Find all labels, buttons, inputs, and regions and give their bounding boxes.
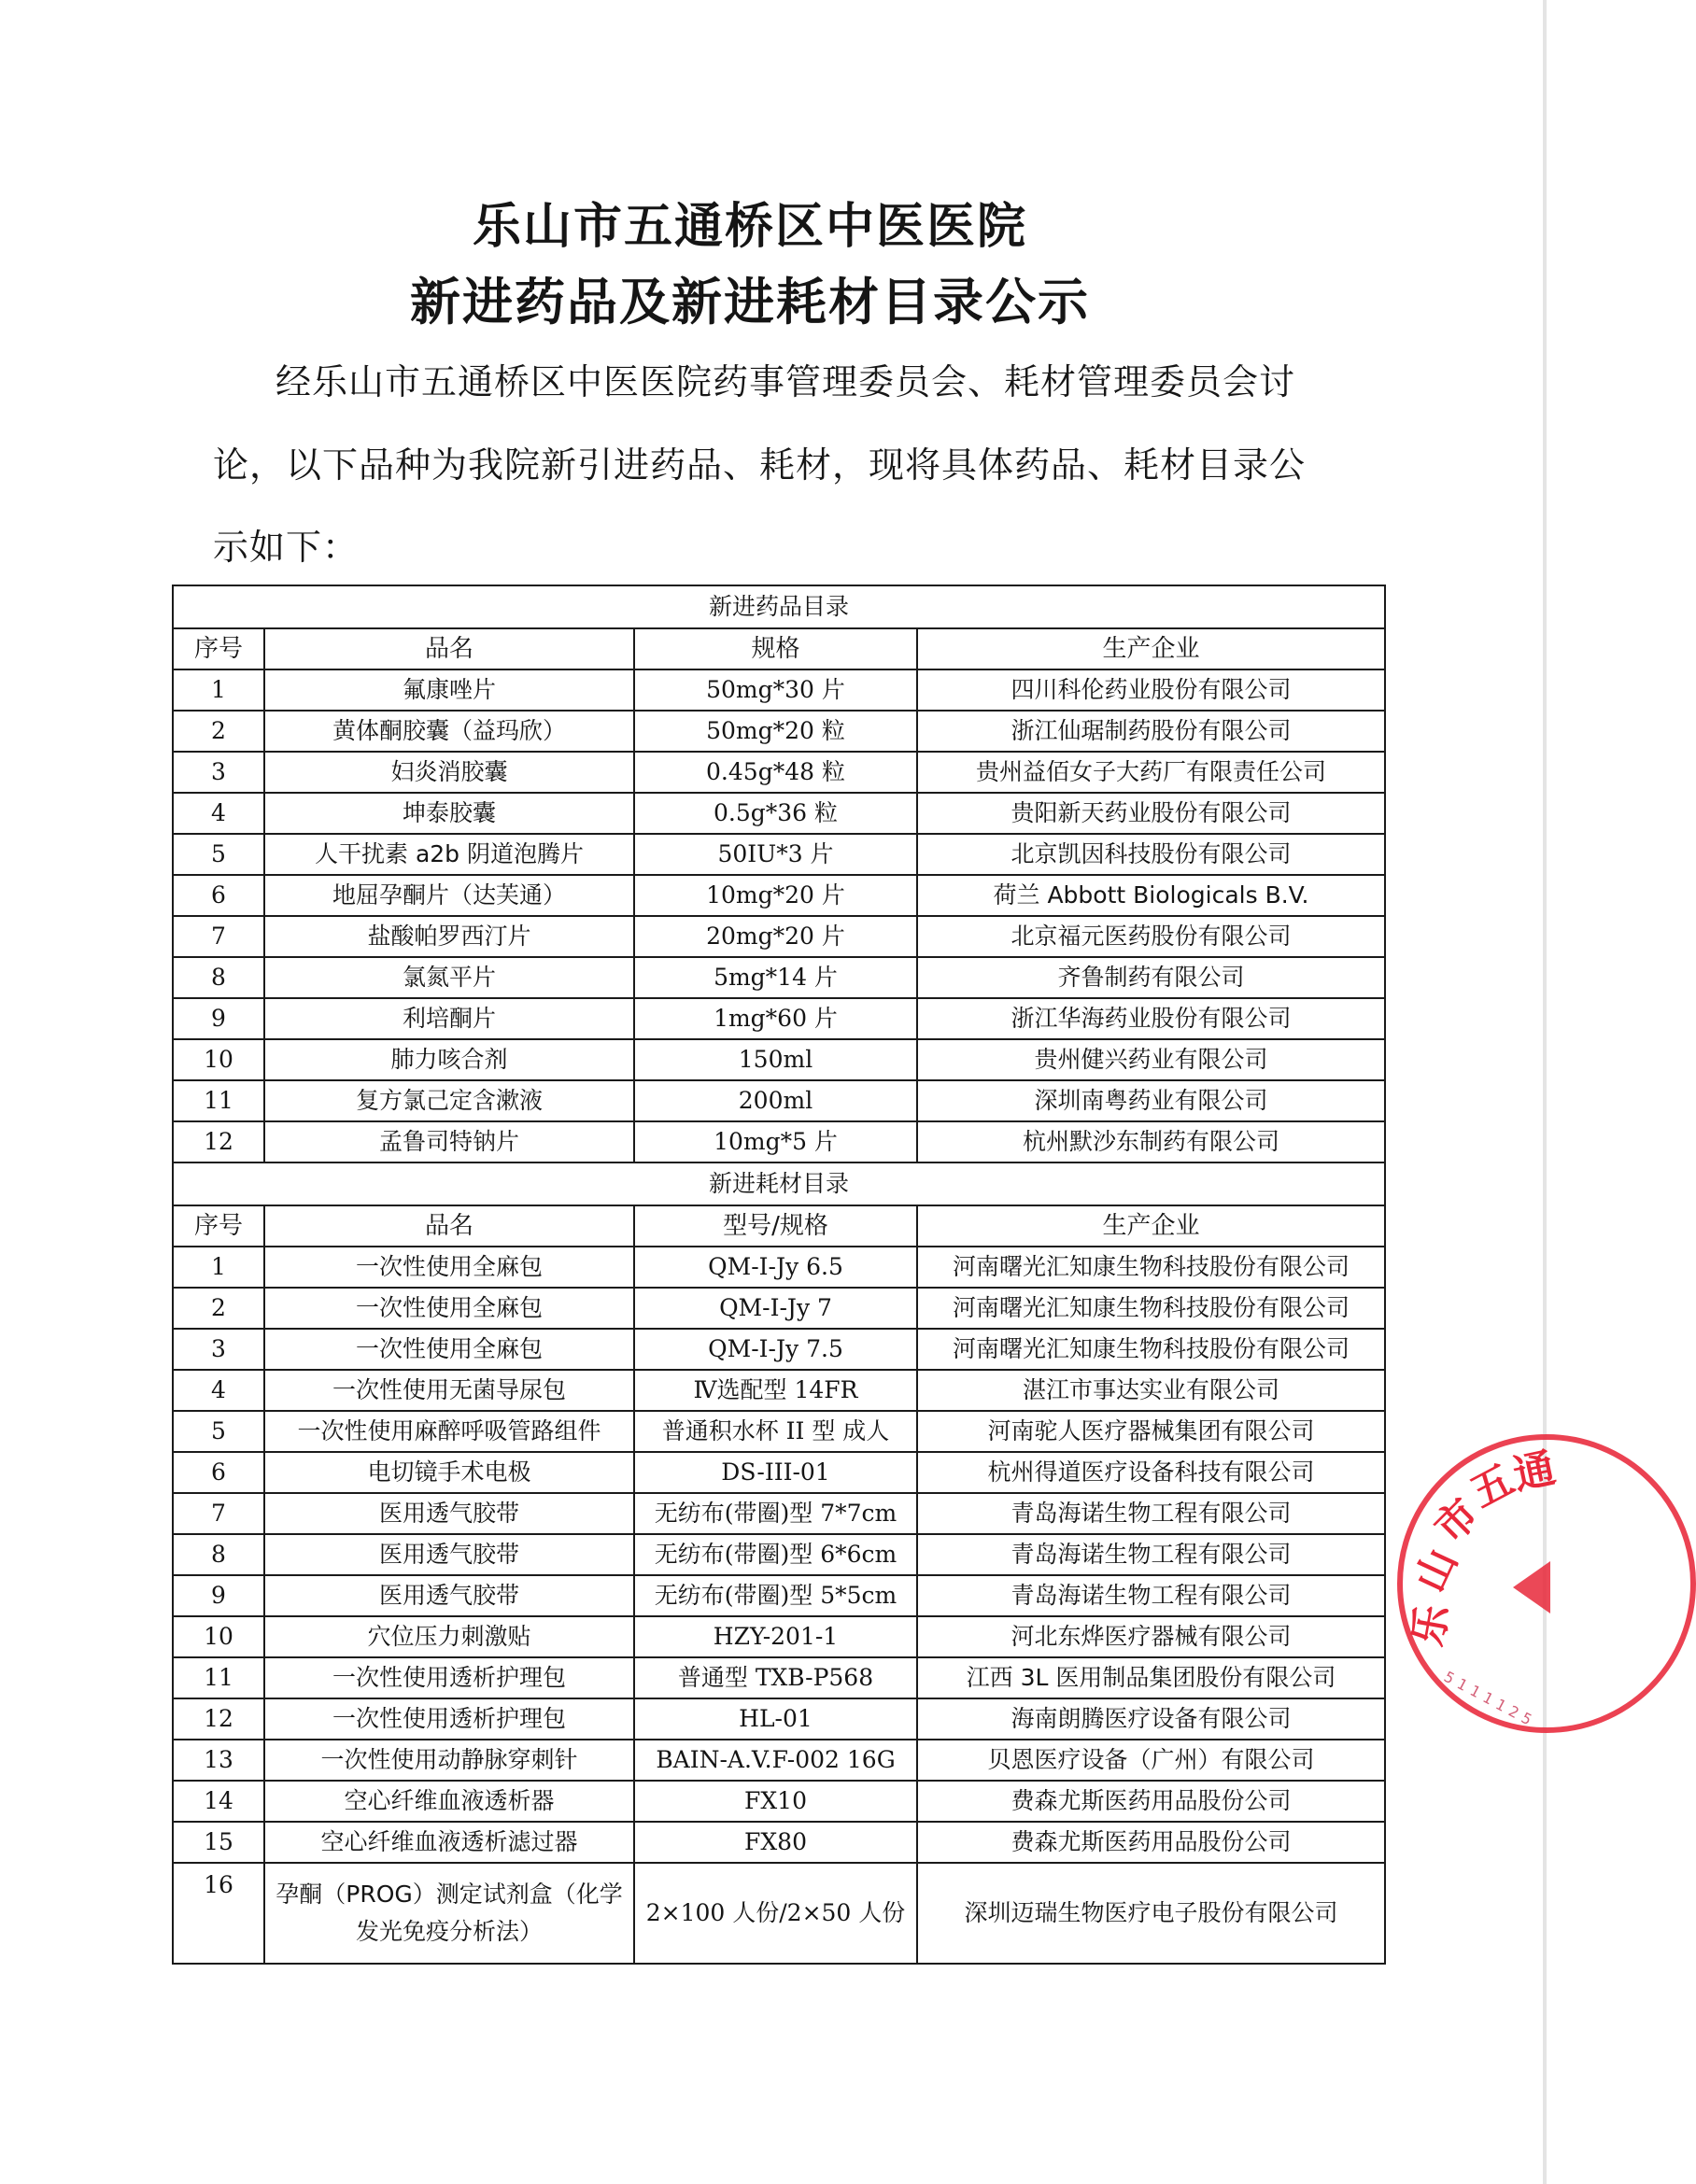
row-seq: 10 [173, 1616, 264, 1657]
row-name: 孟鲁司特钠片 [264, 1121, 634, 1162]
drug-section-title-row [173, 585, 1385, 628]
row-seq: 8 [173, 1534, 264, 1575]
row-manufacturer: 深圳迈瑞生物医疗电子股份有限公司 [917, 1863, 1385, 1964]
row-seq: 8 [173, 957, 264, 998]
seal-char: 五 [1463, 1456, 1522, 1517]
intro-line: 论，以下品种为我院新引进药品、耗材，现将具体药品、耗材目录公 [213, 444, 1307, 486]
row-name: 一次性使用透析护理包 [264, 1698, 634, 1740]
row-name: 人干扰素 a2b 阴道泡腾片 [264, 834, 634, 875]
drug-row [173, 1039, 1385, 1080]
drug-row [173, 711, 1385, 752]
drug-column-header-row [173, 628, 1385, 669]
row-spec: 2×100 人份/2×50 人份 [634, 1863, 917, 1964]
material-column-header-row [173, 1205, 1385, 1247]
row-seq: 5 [173, 1411, 264, 1452]
material-row [173, 1329, 1385, 1370]
material-row [173, 1657, 1385, 1698]
intro-line: 示如下： [213, 527, 360, 568]
row-seq: 11 [173, 1657, 264, 1698]
row-name: 一次性使用麻醉呼吸管路组件 [264, 1411, 634, 1452]
seal-char: 市 [1425, 1489, 1489, 1553]
row-manufacturer: 费森尤斯医药用品股份公司 [917, 1781, 1385, 1822]
row-spec: 0.5g*36 粒 [634, 793, 917, 834]
row-name: 地屈孕酮片（达芙通） [264, 875, 634, 916]
material-row [173, 1863, 1385, 1964]
material-row [173, 1616, 1385, 1657]
seal-char: 乐 [1404, 1600, 1459, 1650]
drug-section-title: 新进药品目录 [173, 585, 1385, 628]
catalog-table-body [173, 585, 1385, 1964]
material-row [173, 1370, 1385, 1411]
row-manufacturer: 浙江华海药业股份有限公司 [917, 998, 1385, 1039]
row-manufacturer: 贝恩医疗设备（广州）有限公司 [917, 1740, 1385, 1781]
material-section-title-row [173, 1162, 1385, 1205]
material-row [173, 1698, 1385, 1740]
row-spec: 无纺布(带圈)型 7*7cm [634, 1493, 917, 1534]
row-seq: 7 [173, 916, 264, 957]
row-spec: 20mg*20 片 [634, 916, 917, 957]
row-name: 医用透气胶带 [264, 1534, 634, 1575]
row-manufacturer: 贵州健兴药业有限公司 [917, 1039, 1385, 1080]
row-spec: 50IU*3 片 [634, 834, 917, 875]
row-spec: BAIN-A.V.F-002 16G [634, 1740, 917, 1781]
row-seq: 9 [173, 1575, 264, 1616]
column-header-seq: 序号 [173, 1205, 264, 1247]
row-name: 一次性使用全麻包 [264, 1247, 634, 1288]
row-seq: 15 [173, 1822, 264, 1863]
row-name: 氟康唑片 [264, 669, 634, 711]
row-seq: 13 [173, 1740, 264, 1781]
row-name: 氯氮平片 [264, 957, 634, 998]
row-seq: 1 [173, 669, 264, 711]
material-row [173, 1247, 1385, 1288]
row-spec: QM-Ⅰ-Jy 7.5 [634, 1329, 917, 1370]
row-manufacturer: 北京凯因科技股份有限公司 [917, 834, 1385, 875]
seal-code: 5111125 [1441, 1668, 1540, 1732]
row-manufacturer: 青岛海诺生物工程有限公司 [917, 1534, 1385, 1575]
column-header-manufacturer: 生产企业 [917, 628, 1385, 669]
material-row [173, 1411, 1385, 1452]
page-edge [1543, 0, 1547, 2184]
row-spec: 50mg*20 粒 [634, 711, 917, 752]
material-row [173, 1575, 1385, 1616]
row-manufacturer: 河南曙光汇知康生物科技股份有限公司 [917, 1288, 1385, 1329]
row-seq: 4 [173, 793, 264, 834]
material-row [173, 1288, 1385, 1329]
row-manufacturer: 贵阳新天药业股份有限公司 [917, 793, 1385, 834]
material-row [173, 1493, 1385, 1534]
row-manufacturer: 北京福元医药股份有限公司 [917, 916, 1385, 957]
row-manufacturer: 四川科伦药业股份有限公司 [917, 669, 1385, 711]
row-name: 盐酸帕罗西汀片 [264, 916, 634, 957]
row-spec: 普通积水杯 II 型 成人 [634, 1411, 917, 1452]
row-manufacturer: 湛江市事达实业有限公司 [917, 1370, 1385, 1411]
column-header-name: 品名 [264, 1205, 634, 1247]
row-manufacturer: 杭州得道医疗设备科技有限公司 [917, 1452, 1385, 1493]
row-spec: 普通型 TXB-P568 [634, 1657, 917, 1698]
drug-row [173, 998, 1385, 1039]
seal-char: 通 [1509, 1444, 1560, 1500]
row-manufacturer: 河南驼人医疗器械集团有限公司 [917, 1411, 1385, 1452]
document-title-line1: 乐山市五通桥区中医医院 [472, 199, 1027, 255]
row-name: 一次性使用无菌导尿包 [264, 1370, 634, 1411]
row-name: 肺力咳合剂 [264, 1039, 634, 1080]
row-manufacturer: 海南朗腾医疗设备有限公司 [917, 1698, 1385, 1740]
row-name: 一次性使用全麻包 [264, 1288, 634, 1329]
material-row [173, 1822, 1385, 1863]
row-seq: 12 [173, 1121, 264, 1162]
row-seq: 10 [173, 1039, 264, 1080]
row-name: 医用透气胶带 [264, 1575, 634, 1616]
row-spec: 1mg*60 片 [634, 998, 917, 1039]
row-seq: 2 [173, 711, 264, 752]
row-spec: 无纺布(带圈)型 5*5cm [634, 1575, 917, 1616]
catalog-table [172, 585, 1386, 1965]
row-seq: 5 [173, 834, 264, 875]
row-name: 空心纤维血液透析滤过器 [264, 1822, 634, 1863]
row-manufacturer: 荷兰 Abbott Biologicals B.V. [917, 875, 1385, 916]
row-seq: 4 [173, 1370, 264, 1411]
row-spec: DS-III-01 [634, 1452, 917, 1493]
row-name: 妇炎消胶囊 [264, 752, 634, 793]
column-header-manufacturer: 生产企业 [917, 1205, 1385, 1247]
intro-line: 经乐山市五通桥区中医医院药事管理委员会、耗材管理委员会讨 [276, 361, 1296, 402]
row-manufacturer: 河南曙光汇知康生物科技股份有限公司 [917, 1247, 1385, 1288]
row-spec: 200ml [634, 1080, 917, 1121]
row-seq: 16 [173, 1863, 264, 1964]
row-seq: 2 [173, 1288, 264, 1329]
row-manufacturer: 齐鲁制药有限公司 [917, 957, 1385, 998]
row-manufacturer: 费森尤斯医药用品股份公司 [917, 1822, 1385, 1863]
row-name: 电切镜手术电极 [264, 1452, 634, 1493]
row-manufacturer: 河北东烨医疗器械有限公司 [917, 1616, 1385, 1657]
row-manufacturer: 青岛海诺生物工程有限公司 [917, 1493, 1385, 1534]
drug-row [173, 1080, 1385, 1121]
row-spec: 10mg*20 片 [634, 875, 917, 916]
drug-row [173, 752, 1385, 793]
material-section-title: 新进耗材目录 [173, 1162, 1385, 1205]
row-spec: 150ml [634, 1039, 917, 1080]
row-name: 孕酮（PROG）测定试剂盒（化学发光免疫分析法） [264, 1863, 634, 1964]
row-name: 坤泰胶囊 [264, 793, 634, 834]
row-seq: 3 [173, 1329, 264, 1370]
row-name: 穴位压力刺激贴 [264, 1616, 634, 1657]
row-spec: 5mg*14 片 [634, 957, 917, 998]
row-manufacturer: 杭州默沙东制药有限公司 [917, 1121, 1385, 1162]
row-spec: FX10 [634, 1781, 917, 1822]
drug-row [173, 793, 1385, 834]
column-header-seq: 序号 [173, 628, 264, 669]
row-spec: 0.45g*48 粒 [634, 752, 917, 793]
row-spec: 10mg*5 片 [634, 1121, 917, 1162]
column-header-spec: 规格 [634, 628, 917, 669]
row-spec: HL-01 [634, 1698, 917, 1740]
document-title-line2: 新进药品及新进耗材目录公示 [410, 273, 1090, 331]
row-seq: 6 [173, 875, 264, 916]
row-seq: 6 [173, 1452, 264, 1493]
row-spec: QM-Ⅰ-Jy 6.5 [634, 1247, 917, 1288]
row-spec: HZY-201-1 [634, 1616, 917, 1657]
drug-row [173, 916, 1385, 957]
row-seq: 12 [173, 1698, 264, 1740]
row-manufacturer: 深圳南粤药业有限公司 [917, 1080, 1385, 1121]
row-spec: QM-Ⅰ-Jy 7 [634, 1288, 917, 1329]
row-name: 一次性使用透析护理包 [264, 1657, 634, 1698]
row-spec: FX80 [634, 1822, 917, 1863]
row-manufacturer: 河南曙光汇知康生物科技股份有限公司 [917, 1329, 1385, 1370]
row-spec: 50mg*30 片 [634, 669, 917, 711]
row-manufacturer: 贵州益佰女子大药厂有限责任公司 [917, 752, 1385, 793]
drug-row [173, 957, 1385, 998]
row-name: 复方氯己定含漱液 [264, 1080, 634, 1121]
row-seq: 9 [173, 998, 264, 1039]
row-name: 黄体酮胶囊（益玛欣） [264, 711, 634, 752]
row-manufacturer: 浙江仙琚制药股份有限公司 [917, 711, 1385, 752]
seal-star-icon [1513, 1561, 1550, 1613]
material-row [173, 1452, 1385, 1493]
row-seq: 14 [173, 1781, 264, 1822]
column-header-name: 品名 [264, 628, 634, 669]
row-spec: Ⅳ选配型 14FR [634, 1370, 917, 1411]
row-seq: 11 [173, 1080, 264, 1121]
row-name: 一次性使用动静脉穿刺针 [264, 1740, 634, 1781]
row-name: 医用透气胶带 [264, 1493, 634, 1534]
row-seq: 1 [173, 1247, 264, 1288]
seal-char: 山 [1406, 1542, 1467, 1599]
drug-row [173, 669, 1385, 711]
material-row [173, 1740, 1385, 1781]
row-seq: 3 [173, 752, 264, 793]
material-row [173, 1781, 1385, 1822]
drug-row [173, 1121, 1385, 1162]
column-header-model-spec: 型号/规格 [634, 1205, 917, 1247]
row-name: 空心纤维血液透析器 [264, 1781, 634, 1822]
drug-row [173, 834, 1385, 875]
material-row [173, 1534, 1385, 1575]
row-name: 利培酮片 [264, 998, 634, 1039]
row-spec: 无纺布(带圈)型 6*6cm [634, 1534, 917, 1575]
row-manufacturer: 江西 3L 医用制品集团股份有限公司 [917, 1657, 1385, 1698]
drug-row [173, 875, 1385, 916]
row-manufacturer: 青岛海诺生物工程有限公司 [917, 1575, 1385, 1616]
row-name: 一次性使用全麻包 [264, 1329, 634, 1370]
row-seq: 7 [173, 1493, 264, 1534]
